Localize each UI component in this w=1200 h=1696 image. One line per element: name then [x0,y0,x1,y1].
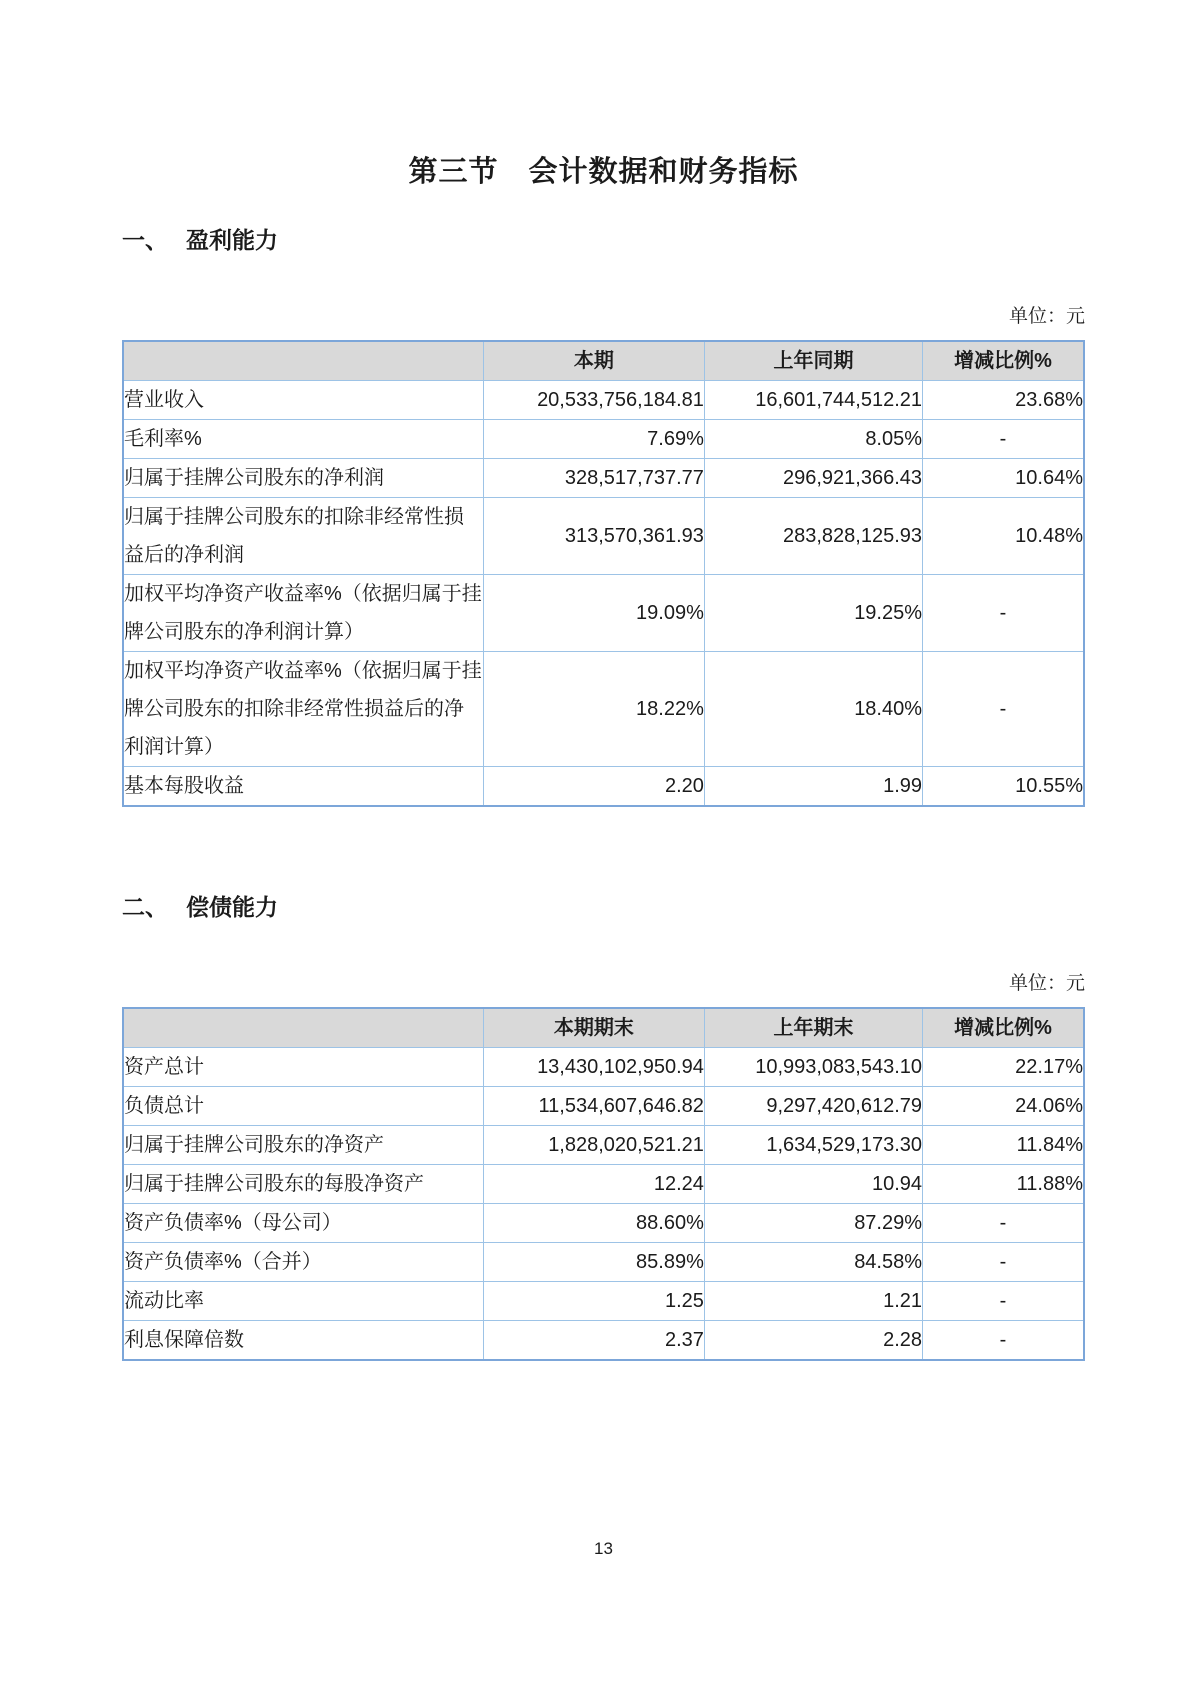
profitability-table [122,340,1085,807]
value-cell: 12.24 [483,1165,704,1204]
row-label-cell: 流动比率 [123,1282,483,1321]
value-cell: 20,533,756,184.81 [483,381,704,420]
value-cell: - [923,1321,1084,1361]
value-cell: 19.09% [483,575,704,652]
value-cell: - [923,575,1084,652]
value-cell: 2.37 [483,1321,704,1361]
table-row [123,498,1084,575]
value-cell: 9,297,420,612.79 [704,1087,922,1126]
row-label-cell: 加权平均净资产收益率%（依据归属于挂牌公司股东的净利润计算） [123,575,483,652]
page-number: 13 [594,1539,613,1558]
column-header: 本期 [483,341,704,381]
value-cell: 2.20 [483,767,704,807]
column-header: 上年同期 [704,341,922,381]
value-cell: 296,921,366.43 [704,459,922,498]
row-label-cell: 负债总计 [123,1087,483,1126]
page-title: 第三节 会计数据和财务指标 [408,156,799,188]
table-row [123,1321,1084,1361]
value-cell: 328,517,737.77 [483,459,704,498]
table-row [123,1087,1084,1126]
value-cell: 88.60% [483,1204,704,1243]
value-cell: - [923,1243,1084,1282]
row-label-cell: 归属于挂牌公司股东的净资产 [123,1126,483,1165]
table-row [123,1048,1084,1087]
unit-label: 单位：元 [1008,306,1085,327]
table-row [123,420,1084,459]
value-cell: 18.40% [704,652,922,767]
row-label-cell: 归属于挂牌公司股东的净利润 [123,459,483,498]
row-label-cell: 归属于挂牌公司股东的每股净资产 [123,1165,483,1204]
column-header [123,341,483,381]
row-label-cell: 加权平均净资产收益率%（依据归属于挂牌公司股东的扣除非经常性损益后的净利润计算） [123,652,483,767]
value-cell: 1,634,529,173.30 [704,1126,922,1165]
value-cell: 283,828,125.93 [704,498,922,575]
column-header [123,1008,483,1048]
column-header: 本期期末 [483,1008,704,1048]
section-heading-profitability [122,224,1085,256]
value-cell: 7.69% [483,420,704,459]
unit-label: 单位：元 [1008,973,1085,994]
row-label-cell: 资产负债率%（母公司） [123,1204,483,1243]
value-cell: 84.58% [704,1243,922,1282]
table-header-row [123,341,1084,381]
value-cell: 8.05% [704,420,922,459]
value-cell: - [923,420,1084,459]
section-number: 一、 [122,227,168,253]
value-cell: 10.64% [923,459,1084,498]
table-row [123,767,1084,807]
section-number: 二、 [122,894,168,920]
value-cell: 11.84% [923,1126,1084,1165]
value-cell: 24.06% [923,1087,1084,1126]
value-cell: 1.25 [483,1282,704,1321]
table-row [123,575,1084,652]
row-label-cell: 毛利率% [123,420,483,459]
solvency-table [122,1007,1085,1361]
value-cell: 13,430,102,950.94 [483,1048,704,1087]
section-heading-solvency [122,891,1085,923]
value-cell: 19.25% [704,575,922,652]
row-label-cell: 利息保障倍数 [123,1321,483,1361]
table-row [123,381,1084,420]
value-cell: 2.28 [704,1321,922,1361]
value-cell: 22.17% [923,1048,1084,1087]
value-cell: - [923,1282,1084,1321]
table-row [123,1126,1084,1165]
table-row [123,1282,1084,1321]
value-cell: 10.48% [923,498,1084,575]
table-row [123,1204,1084,1243]
value-cell: 1.99 [704,767,922,807]
value-cell: 85.89% [483,1243,704,1282]
value-cell: - [923,652,1084,767]
value-cell: 313,570,361.93 [483,498,704,575]
value-cell: 11.88% [923,1165,1084,1204]
value-cell: 10.55% [923,767,1084,807]
value-cell: - [923,1204,1084,1243]
column-header: 增减比例% [923,1008,1084,1048]
value-cell: 10,993,083,543.10 [704,1048,922,1087]
table-header-row [123,1008,1084,1048]
table-row [123,1165,1084,1204]
value-cell: 1,828,020,521.21 [483,1126,704,1165]
column-header: 增减比例% [923,341,1084,381]
section-heading-text: 盈利能力 [186,227,278,253]
value-cell: 16,601,744,512.21 [704,381,922,420]
section-heading-text: 偿债能力 [186,894,278,920]
row-label-cell: 资产总计 [123,1048,483,1087]
table-row [123,652,1084,767]
row-label-cell: 营业收入 [123,381,483,420]
value-cell: 23.68% [923,381,1084,420]
column-header: 上年期末 [704,1008,922,1048]
value-cell: 87.29% [704,1204,922,1243]
row-label-cell: 归属于挂牌公司股东的扣除非经常性损益后的净利润 [123,498,483,575]
document-content [122,152,1085,1361]
row-label-cell: 基本每股收益 [123,767,483,807]
value-cell: 10.94 [704,1165,922,1204]
value-cell: 1.21 [704,1282,922,1321]
value-cell: 18.22% [483,652,704,767]
table-row [123,1243,1084,1282]
value-cell: 11,534,607,646.82 [483,1087,704,1126]
row-label-cell: 资产负债率%（合并） [123,1243,483,1282]
table-row [123,459,1084,498]
